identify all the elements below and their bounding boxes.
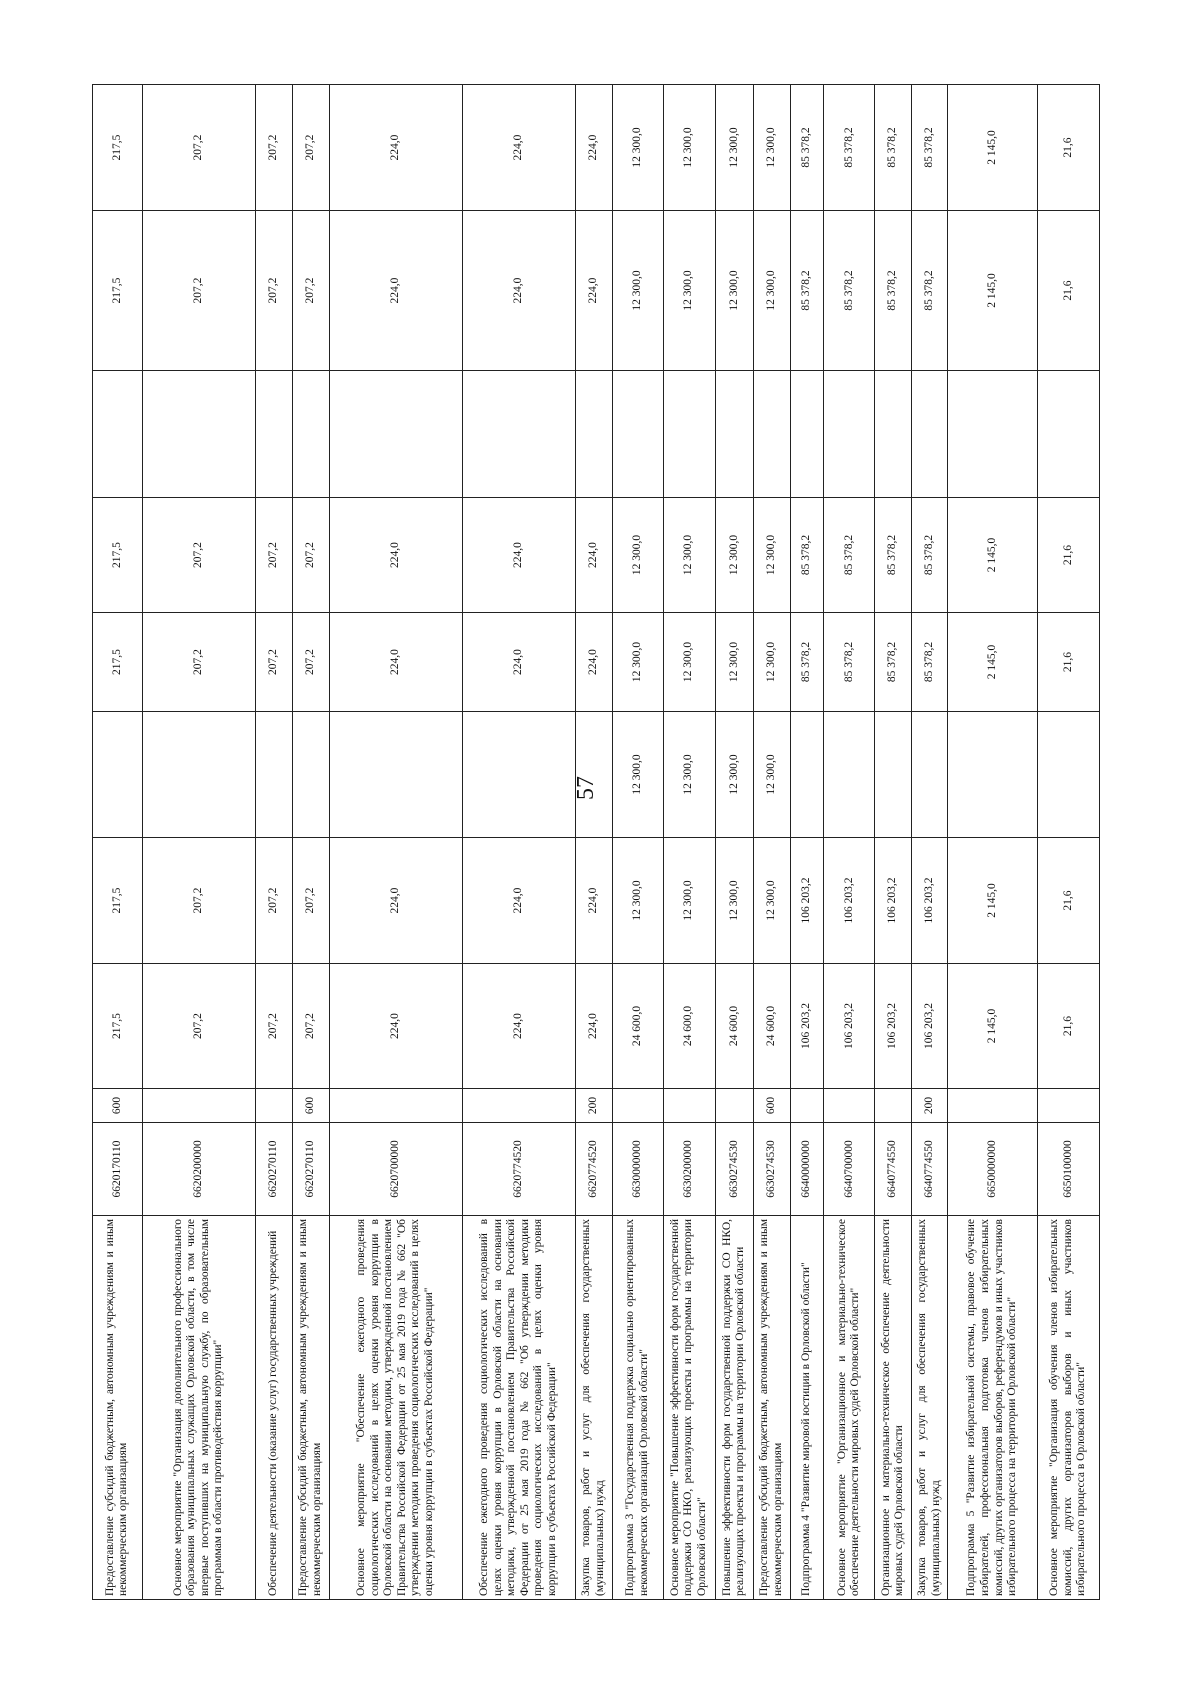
- row-value: 207,2: [255, 498, 292, 613]
- row-value: 12 300,0: [612, 613, 663, 712]
- row-value: 12 300,0: [663, 211, 715, 371]
- row-value: 217,5: [93, 838, 143, 964]
- row-value: 217,5: [93, 211, 143, 371]
- row-value: 12 300,0: [663, 712, 715, 838]
- row-value: [753, 371, 790, 498]
- row-value: 12 300,0: [715, 613, 753, 712]
- row-name: Повышение эффективности форм государственной поддержки СО НКО, реализующих проекты и программы на территории Орловской области: [715, 1216, 753, 1600]
- row-value: 106 203,2: [875, 964, 912, 1089]
- row-expense-type: 600: [93, 1089, 143, 1123]
- row-value: 2 145,0: [947, 498, 1037, 613]
- row-value: 12 300,0: [715, 712, 753, 838]
- row-value: [875, 371, 912, 498]
- table-row: [255, 85, 292, 1600]
- row-value: 24 600,0: [663, 964, 715, 1089]
- row-value: 207,2: [255, 211, 292, 371]
- row-expense-type: 200: [912, 1089, 948, 1123]
- row-code: 6640774550: [912, 1123, 948, 1216]
- row-value: 12 300,0: [715, 498, 753, 613]
- row-value: 106 203,2: [790, 838, 824, 964]
- row-expense-type: [824, 1089, 875, 1123]
- row-value: [329, 371, 462, 498]
- row-code: 6650100000: [1038, 1123, 1100, 1216]
- row-name: Закупка товаров, работ и услуг для обеспечения государственных (муниципальных) нужд: [575, 1216, 612, 1600]
- table-row: [912, 85, 948, 1600]
- row-value: 12 300,0: [715, 838, 753, 964]
- row-value: 207,2: [255, 85, 292, 211]
- row-value: [947, 712, 1037, 838]
- row-value: 12 300,0: [612, 712, 663, 838]
- table-row: [790, 85, 824, 1600]
- row-value: [93, 712, 143, 838]
- row-expense-type: 600: [292, 1089, 329, 1123]
- row-value: 85 378,2: [875, 498, 912, 613]
- row-value: [255, 371, 292, 498]
- row-value: 85 378,2: [912, 211, 948, 371]
- row-value: [292, 712, 329, 838]
- row-expense-type: [329, 1089, 462, 1123]
- table-row: [142, 85, 255, 1600]
- row-expense-type: [612, 1089, 663, 1123]
- row-code: 6620270110: [292, 1123, 329, 1216]
- table-row: [292, 85, 329, 1600]
- row-value: 207,2: [142, 838, 255, 964]
- row-value: [947, 371, 1037, 498]
- row-code: 6630200000: [663, 1123, 715, 1216]
- row-value: 217,5: [93, 613, 143, 712]
- row-name: Закупка товаров, работ и услуг для обеспечения государственных (муниципальных) нужд: [912, 1216, 948, 1600]
- row-value: [142, 712, 255, 838]
- table-row: [715, 85, 753, 1600]
- row-value: [1038, 371, 1100, 498]
- row-value: 21,6: [1038, 211, 1100, 371]
- row-value: 12 300,0: [612, 85, 663, 211]
- row-name: Предоставление субсидий бюджетным, автономным учреждениям и иным некоммерческим организациям: [93, 1216, 143, 1600]
- table-row: [463, 85, 576, 1600]
- row-name: Обеспечение ежегодного проведения социологических исследований в целях оценки уровня коррупции в Орловской области на основании методики, утвержденной постановлением Правительства Российской Федерации от 25 мая 2019 года № 662 "Об утверждении методики проведения социологических исследований в целях оценки уровня коррупции в субъектах Российской Федерации": [463, 1216, 576, 1600]
- row-value: 207,2: [142, 211, 255, 371]
- row-code: 6650000000: [947, 1123, 1037, 1216]
- row-name: Подпрограмма 4 "Развитие мировой юстиции в Орловской области": [790, 1216, 824, 1600]
- row-code: 6630274530: [715, 1123, 753, 1216]
- row-name: Подпрограмма 3 "Государственная поддержка социально ориентированных некоммерческих организаций Орловской области": [612, 1216, 663, 1600]
- page-number: 57: [573, 776, 599, 800]
- row-code: 6620774520: [575, 1123, 612, 1216]
- table-row: [663, 85, 715, 1600]
- row-value: 2 145,0: [947, 85, 1037, 211]
- row-value: [142, 371, 255, 498]
- row-name: Основное мероприятие "Обеспечение ежегодного проведения социологических исследований в целях оценки уровня коррупции в Орловской области на основании методики, утвержденной постановлением Правительства Российской Федерации от 25 мая 2019 года № 662 "Об утверждении методики проведения социологических исследований в целях оценки уровня коррупции в субъектах Российской Федерации": [329, 1216, 462, 1600]
- row-value: [663, 371, 715, 498]
- rotated-table-container: [92, 85, 1100, 1600]
- table-row: [575, 85, 612, 1600]
- row-value: 224,0: [329, 838, 462, 964]
- row-value: 224,0: [575, 85, 612, 211]
- row-value: [463, 712, 576, 838]
- row-value: [912, 371, 948, 498]
- row-value: 85 378,2: [912, 498, 948, 613]
- row-value: 12 300,0: [753, 85, 790, 211]
- row-expense-type: [142, 1089, 255, 1123]
- row-code: 6620774520: [463, 1123, 576, 1216]
- row-value: 85 378,2: [912, 85, 948, 211]
- row-value: 207,2: [292, 498, 329, 613]
- row-value: [612, 371, 663, 498]
- row-value: 12 300,0: [753, 613, 790, 712]
- row-value: 21,6: [1038, 85, 1100, 211]
- row-name: Предоставление субсидий бюджетным, автономным учреждениям и иным некоммерческим организациям: [753, 1216, 790, 1600]
- row-value: 85 378,2: [790, 211, 824, 371]
- row-value: 12 300,0: [715, 85, 753, 211]
- table-row: [1038, 85, 1100, 1600]
- row-value: [1038, 712, 1100, 838]
- row-value: 21,6: [1038, 498, 1100, 613]
- budget-table: [92, 84, 1100, 1600]
- table-row: [753, 85, 790, 1600]
- table-row: [93, 85, 143, 1600]
- row-expense-type: [1038, 1089, 1100, 1123]
- row-value: 224,0: [463, 613, 576, 712]
- row-code: 6640774550: [875, 1123, 912, 1216]
- row-code: 6630274530: [753, 1123, 790, 1216]
- row-value: 106 203,2: [875, 838, 912, 964]
- row-value: 224,0: [329, 211, 462, 371]
- table-body: [93, 85, 1100, 1600]
- row-name: Основное мероприятие "Организация обучения членов избирательных комиссий, других организаторов выборов и иных участников избирательного процесса в Орловской области": [1038, 1216, 1100, 1600]
- row-expense-type: [715, 1089, 753, 1123]
- row-value: 207,2: [255, 838, 292, 964]
- row-name: Предоставление субсидий бюджетным, автономным учреждениям и иным некоммерческим организациям: [292, 1216, 329, 1600]
- row-value: 217,5: [93, 85, 143, 211]
- row-value: 85 378,2: [875, 85, 912, 211]
- row-value: 12 300,0: [663, 613, 715, 712]
- row-code: 6620200000: [142, 1123, 255, 1216]
- row-value: 12 300,0: [612, 838, 663, 964]
- row-value: [292, 371, 329, 498]
- row-value: 224,0: [575, 613, 612, 712]
- row-value: 85 378,2: [824, 613, 875, 712]
- row-value: 85 378,2: [875, 211, 912, 371]
- row-value: [824, 371, 875, 498]
- row-code: 6620170110: [93, 1123, 143, 1216]
- row-value: 217,5: [93, 498, 143, 613]
- row-value: [790, 712, 824, 838]
- row-value: 85 378,2: [912, 613, 948, 712]
- row-value: 85 378,2: [790, 613, 824, 712]
- row-value: [912, 712, 948, 838]
- row-value: 21,6: [1038, 838, 1100, 964]
- row-value: 224,0: [463, 964, 576, 1089]
- row-expense-type: [255, 1089, 292, 1123]
- row-value: 21,6: [1038, 613, 1100, 712]
- row-value: 85 378,2: [790, 85, 824, 211]
- row-value: 2 145,0: [947, 838, 1037, 964]
- row-value: 207,2: [292, 964, 329, 1089]
- row-value: 12 300,0: [715, 211, 753, 371]
- row-value: 207,2: [142, 85, 255, 211]
- row-value: 207,2: [142, 964, 255, 1089]
- row-value: [329, 712, 462, 838]
- row-value: 12 300,0: [663, 85, 715, 211]
- row-value: 106 203,2: [824, 964, 875, 1089]
- row-code: 6640700000: [824, 1123, 875, 1216]
- row-expense-type: 600: [753, 1089, 790, 1123]
- row-value: 224,0: [463, 838, 576, 964]
- row-expense-type: [663, 1089, 715, 1123]
- row-expense-type: [790, 1089, 824, 1123]
- row-value: [463, 371, 576, 498]
- row-value: [255, 712, 292, 838]
- row-value: [790, 371, 824, 498]
- row-value: 224,0: [575, 964, 612, 1089]
- row-value: 207,2: [255, 964, 292, 1089]
- row-value: 12 300,0: [753, 712, 790, 838]
- row-value: 207,2: [292, 211, 329, 371]
- row-name: Основное мероприятие "Организация дополнительного профессионального образования муниципальных служащих Орловской области, в том числе впервые поступивших на муниципальную службу, по образовательным программам в области противодействия коррупции": [142, 1216, 255, 1600]
- table-row: [875, 85, 912, 1600]
- row-value: 224,0: [575, 838, 612, 964]
- row-value: [875, 712, 912, 838]
- row-value: 85 378,2: [824, 211, 875, 371]
- row-expense-type: 200: [575, 1089, 612, 1123]
- row-value: 106 203,2: [912, 838, 948, 964]
- row-value: 224,0: [463, 498, 576, 613]
- row-value: 85 378,2: [824, 85, 875, 211]
- row-name: Основное мероприятие "Повышение эффективности форм государственной поддержки СО НКО, реализующих проекты и программы на территории Орловской области": [663, 1216, 715, 1600]
- row-value: [93, 371, 143, 498]
- row-name: Обеспечение деятельности (оказание услуг) государственных учреждений: [255, 1216, 292, 1600]
- row-value: 2 145,0: [947, 964, 1037, 1089]
- row-name: Основное мероприятие "Организационное и материально-техническое обеспечение деятельности мировых судей Орловской области": [824, 1216, 875, 1600]
- row-expense-type: [463, 1089, 576, 1123]
- row-value: 207,2: [255, 613, 292, 712]
- row-value: [824, 712, 875, 838]
- row-name: Подпрограмма 5 "Развитие избирательной системы, правовое обучение избирателей, профессиональная подготовка членов избирательных комиссий, других организаторов выборов, референдумов и иных участников избирательного процесса на территории Орловской области": [947, 1216, 1037, 1600]
- row-value: 106 203,2: [790, 964, 824, 1089]
- row-value: 21,6: [1038, 964, 1100, 1089]
- row-value: 24 600,0: [753, 964, 790, 1089]
- table-row: [824, 85, 875, 1600]
- table-row: [612, 85, 663, 1600]
- row-value: 106 203,2: [824, 838, 875, 964]
- row-value: 12 300,0: [753, 498, 790, 613]
- row-value: 224,0: [575, 498, 612, 613]
- row-value: 24 600,0: [715, 964, 753, 1089]
- row-value: [575, 371, 612, 498]
- row-name: Организационное и материально-техническое обеспечение деятельности мировых судей Орловской области: [875, 1216, 912, 1600]
- row-value: 12 300,0: [663, 838, 715, 964]
- row-value: 224,0: [463, 211, 576, 371]
- row-value: 224,0: [575, 211, 612, 371]
- row-value: 2 145,0: [947, 613, 1037, 712]
- row-code: 6620700000: [329, 1123, 462, 1216]
- row-value: [575, 712, 612, 838]
- row-value: 224,0: [329, 498, 462, 613]
- row-code: 6620270110: [255, 1123, 292, 1216]
- row-value: 224,0: [329, 964, 462, 1089]
- row-value: 224,0: [329, 85, 462, 211]
- row-value: 85 378,2: [790, 498, 824, 613]
- row-value: 106 203,2: [912, 964, 948, 1089]
- row-value: [715, 371, 753, 498]
- row-value: 12 300,0: [612, 498, 663, 613]
- row-value: 207,2: [142, 498, 255, 613]
- row-code: 6630000000: [612, 1123, 663, 1216]
- row-value: 12 300,0: [753, 838, 790, 964]
- row-value: 2 145,0: [947, 211, 1037, 371]
- row-value: 224,0: [463, 85, 576, 211]
- row-value: 224,0: [329, 613, 462, 712]
- row-value: 207,2: [292, 613, 329, 712]
- row-code: 6640000000: [790, 1123, 824, 1216]
- row-expense-type: [875, 1089, 912, 1123]
- row-value: 12 300,0: [663, 498, 715, 613]
- row-value: 207,2: [292, 85, 329, 211]
- row-value: 24 600,0: [612, 964, 663, 1089]
- row-value: 85 378,2: [824, 498, 875, 613]
- row-value: 12 300,0: [753, 211, 790, 371]
- row-value: 85 378,2: [875, 613, 912, 712]
- row-value: 12 300,0: [612, 211, 663, 371]
- row-value: 217,5: [93, 964, 143, 1089]
- row-value: 207,2: [142, 613, 255, 712]
- table-row: [329, 85, 462, 1600]
- row-expense-type: [947, 1089, 1037, 1123]
- table-row: [947, 85, 1037, 1600]
- row-value: 207,2: [292, 838, 329, 964]
